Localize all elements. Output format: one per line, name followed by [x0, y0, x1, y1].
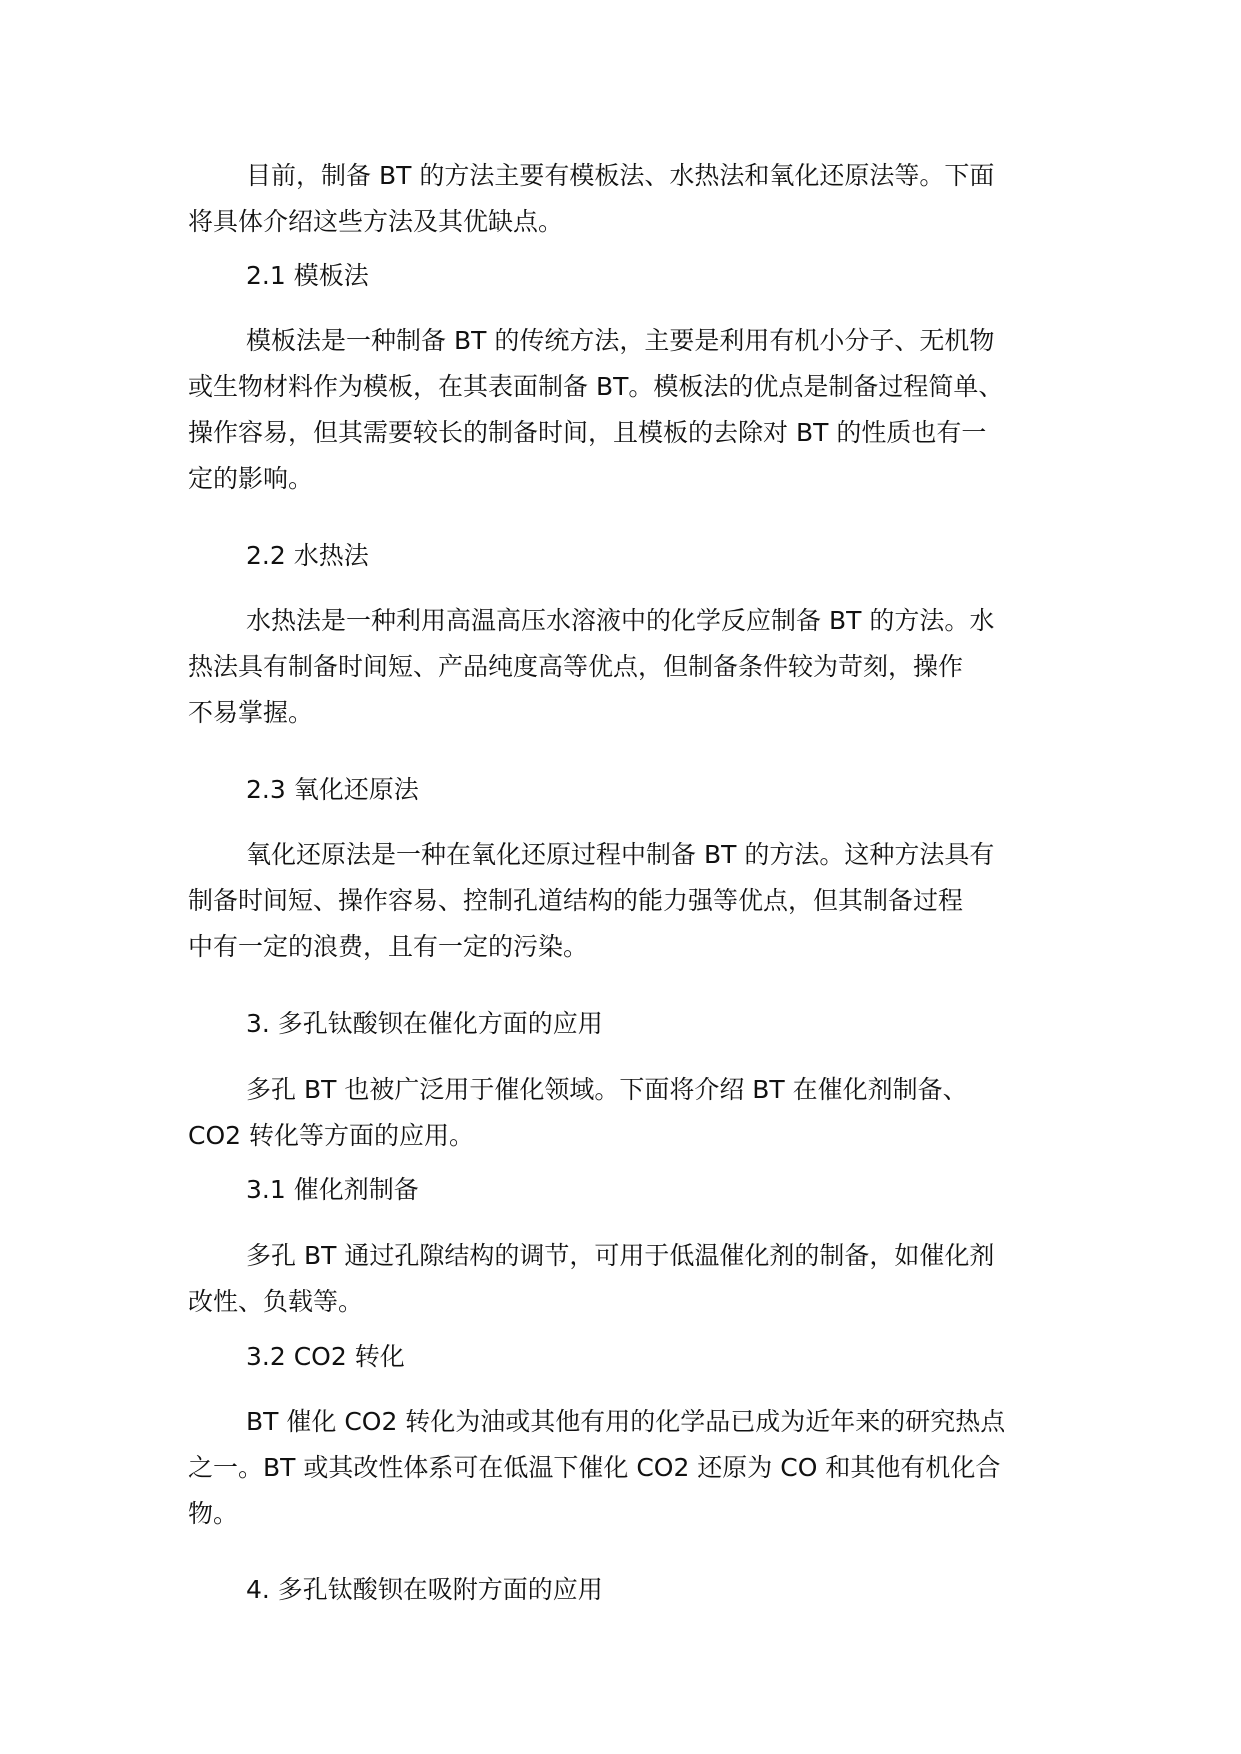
- heading-text: 3.1 催化剂制备: [246, 1175, 419, 1204]
- paragraph-line: 制备时间短、操作容易、控制孔道结构的能力强等优点，但其制备过程: [188, 886, 964, 915]
- paragraph-catalysis-intro: [188, 1067, 1068, 1159]
- paragraph-line: BT 催化 CO2 转化为油或其他有用的化学品已成为近年来的研究热点: [246, 1407, 1006, 1436]
- heading-text: 3. 多孔钛酸钡在催化方面的应用: [246, 1009, 603, 1038]
- paragraph-hydrothermal-method: [188, 598, 1068, 736]
- paragraph-line: 或生物材料作为模板，在其表面制备 BT。模板法的优点是制备过程简单、: [188, 372, 1004, 401]
- heading-text: 2.2 水热法: [246, 541, 369, 570]
- paragraph-line: 不易掌握。: [188, 698, 314, 727]
- heading-text: 3.2 CO2 转化: [246, 1342, 405, 1371]
- section-heading-co2-conversion: [188, 1334, 1068, 1380]
- section-heading-catalysis-applications: [188, 1001, 1068, 1047]
- heading-text: 2.3 氧化还原法: [246, 775, 419, 804]
- paragraph-line: 多孔 BT 通过孔隙结构的调节，可用于低温催化剂的制备，如催化剂: [246, 1241, 995, 1270]
- paragraph-line: CO2 转化等方面的应用。: [188, 1121, 474, 1150]
- paragraph-redox-method: [188, 832, 1068, 970]
- section-heading-hydrothermal-method: [188, 533, 1068, 579]
- paragraph-line: 中有一定的浪费，且有一定的污染。: [188, 932, 589, 961]
- paragraph-line: 改性、负载等。: [188, 1287, 364, 1316]
- heading-text: 2.1 模板法: [246, 261, 369, 290]
- paragraph-line: 物。: [188, 1499, 239, 1528]
- paragraph-methods-intro: [188, 153, 1068, 245]
- paragraph-line: 定的影响。: [188, 464, 314, 493]
- section-heading-adsorption-applications: [188, 1567, 1068, 1613]
- paragraph-line: 水热法是一种利用高温高压水溶液中的化学反应制备 BT 的方法。水: [246, 606, 995, 635]
- paragraph-line: 多孔 BT 也被广泛用于催化领域。下面将介绍 BT 在催化剂制备、: [246, 1075, 968, 1104]
- paragraph-catalyst-preparation: [188, 1233, 1068, 1325]
- paragraph-line: 目前，制备 BT 的方法主要有模板法、水热法和氧化还原法等。下面: [246, 161, 995, 190]
- paragraph-line: 操作容易，但其需要较长的制备时间，且模板的去除对 BT 的性质也有一: [188, 418, 987, 447]
- paragraph-line: 模板法是一种制备 BT 的传统方法，主要是利用有机小分子、无机物: [246, 326, 995, 355]
- paragraph-line: 将具体介绍这些方法及其优缺点。: [188, 207, 564, 236]
- section-heading-template-method: [188, 253, 1068, 299]
- paragraph-template-method: [188, 318, 1068, 502]
- paragraph-line: 氧化还原法是一种在氧化还原过程中制备 BT 的方法。这种方法具有: [246, 840, 995, 869]
- paragraph-line: 之一。BT 或其改性体系可在低温下催化 CO2 还原为 CO 和其他有机化合: [188, 1453, 1001, 1482]
- paragraph-co2-conversion: [188, 1399, 1068, 1537]
- paragraph-line: 热法具有制备时间短、产品纯度高等优点，但制备条件较为苛刻，操作: [188, 652, 964, 681]
- section-heading-redox-method: [188, 767, 1068, 813]
- section-heading-catalyst-preparation: [188, 1167, 1068, 1213]
- heading-text: 4. 多孔钛酸钡在吸附方面的应用: [246, 1575, 603, 1604]
